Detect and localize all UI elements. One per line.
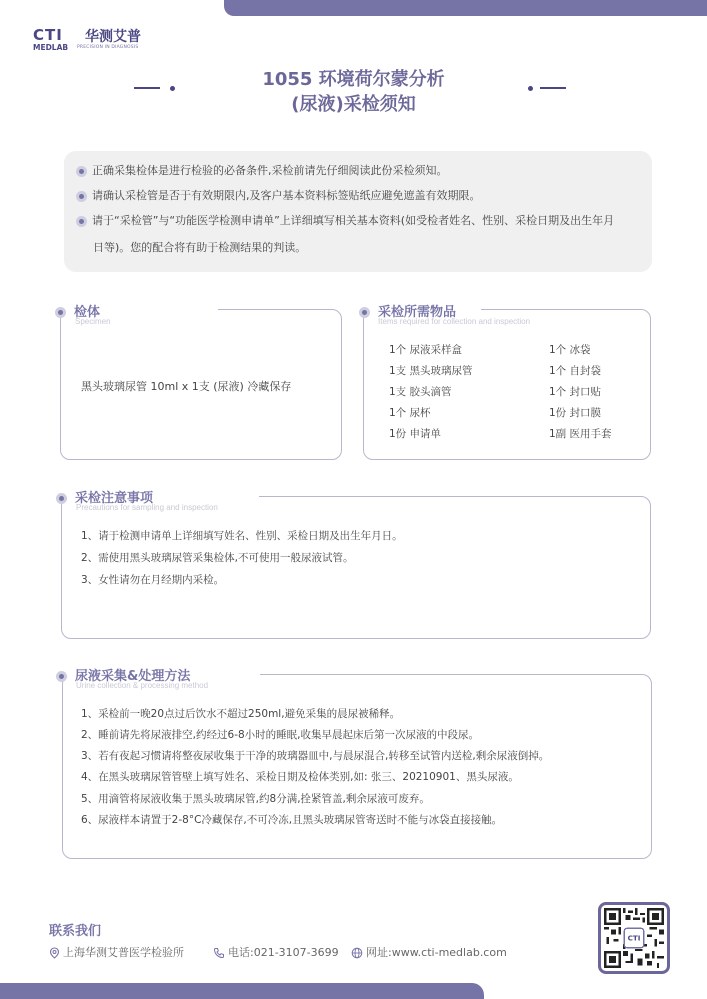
list-item: 1份 封口膜 (549, 407, 602, 419)
location-pin-icon (49, 947, 60, 959)
bottom-accent-bar (0, 983, 484, 999)
svg-text:CTI: CTI (627, 933, 641, 943)
bullet-icon (56, 671, 67, 682)
list-item: 1个 冰袋 (549, 344, 591, 356)
method-box (62, 674, 652, 859)
method-line: 1、采检前一晚20点过后饮水不超过250ml,避免采集的晨尿被稀释。 (81, 708, 401, 720)
items-subtitle: Items required for collection and inspection (378, 317, 531, 326)
qr-code (598, 902, 670, 974)
list-item: 1支 胶头滴管 (389, 386, 452, 398)
contact-address: 上海华测艾普医学检验所 (49, 944, 184, 960)
bullet-icon (56, 493, 67, 504)
specimen-heading: 检体 (55, 301, 100, 320)
items-heading: 采检所需物品 (359, 301, 456, 320)
bullet-icon (55, 307, 66, 318)
method-line: 3、若有夜起习惯请将整夜尿收集于干净的玻璃器皿中,与晨尿混合,转移至试管内送检,剩余尿液倒掉。 (81, 750, 550, 762)
notice-item-continued: 日等)。您的配合将有助于检测结果的判读。 (93, 241, 307, 254)
method-line: 6、尿液样本请置于2-8°C冷藏保存,不可冷冻,且黑头玻璃尿管寄送时不能与冰袋直接接触。 (81, 814, 503, 826)
contact-website: 网址:www.cti-medlab.com (351, 944, 507, 960)
logo-tagline: PRECISION IN DIAGNOSIS (77, 45, 139, 50)
precautions-heading: 采检注意事项 (56, 487, 153, 506)
top-accent-bar (224, 0, 707, 16)
precaution-line: 3、女性请勿在月经期内采检。 (81, 574, 225, 586)
logo-cti: CTI (33, 26, 63, 44)
method-line: 4、在黑头玻璃尿管管壁上填写姓名、采检日期及检体类别,如: 张三、20210901、黑头尿液。 (81, 771, 519, 783)
specimen-text: 黑头玻璃尿管 10ml x 1支 (尿液) 冷藏保存 (81, 380, 292, 393)
page-title-line2: (尿液)采检须知 (291, 94, 416, 115)
phone-icon (213, 947, 225, 959)
contact-title: 联系我们 (49, 924, 102, 939)
globe-icon (351, 947, 363, 959)
method-heading: 尿液采集&处理方法 (56, 665, 190, 684)
precautions-subtitle: Precautions for sampling and inspection (76, 503, 218, 512)
title-deco-right (528, 86, 572, 90)
precaution-line: 2、需使用黑头玻璃尿管采集检体,不可使用一般尿液试管。 (81, 552, 354, 564)
list-item: 1个 尿液采样盒 (389, 344, 463, 356)
method-line: 5、用滴管将尿液收集于黑头玻璃尿管,约8分满,拴紧管盖,剩余尿液可废弃。 (81, 793, 430, 805)
brand-logo (33, 26, 183, 52)
page-title-line1: 1055 环境荷尔蒙分析 (262, 69, 445, 90)
precaution-line: 1、请于检测申请单上详细填写姓名、性别、采检日期及出生年月日。 (81, 530, 403, 542)
bullet-icon (76, 216, 87, 227)
list-item: 1个 封口贴 (549, 386, 602, 398)
method-line: 2、睡前请先将尿液排空,约经过6-8小时的睡眠,收集早晨起床后第一次尿液的中段尿。 (81, 729, 480, 741)
list-item: 1支 黑头玻璃尿管 (389, 365, 473, 377)
list-item: 1份 申请单 (389, 428, 442, 440)
precautions-box (61, 496, 651, 639)
bullet-icon (359, 307, 370, 318)
title-deco-left (134, 86, 178, 90)
bullet-icon (76, 191, 87, 202)
method-subtitle: Urine collection & processing method (76, 681, 209, 690)
notice-item: 正确采集检体是进行检验的必备条件,采检前请先仔细阅读此份采检须知。 (76, 160, 448, 182)
bullet-icon (76, 166, 87, 177)
list-item: 1个 自封袋 (549, 365, 602, 377)
logo-cn: 华测艾普 (85, 29, 141, 45)
notice-item: 请确认采检管是否于有效期限内,及客户基本资料标签贴纸应避免遮盖有效期限。 (76, 185, 481, 207)
qr-code-icon (604, 908, 664, 968)
specimen-subtitle: Specimen (75, 317, 111, 326)
list-item: 1个 尿杯 (389, 407, 431, 419)
list-item: 1副 医用手套 (549, 428, 612, 440)
notice-item: 请于“采检管”与“功能医学检测申请单”上详细填写相关基本资料(如受检者姓名、性别、采检日期及出生年月 (76, 210, 614, 232)
logo-medlab: MEDLAB (33, 43, 69, 52)
contact-phone: 电话:021-3107-3699 (213, 944, 339, 960)
notice-box (64, 151, 652, 272)
